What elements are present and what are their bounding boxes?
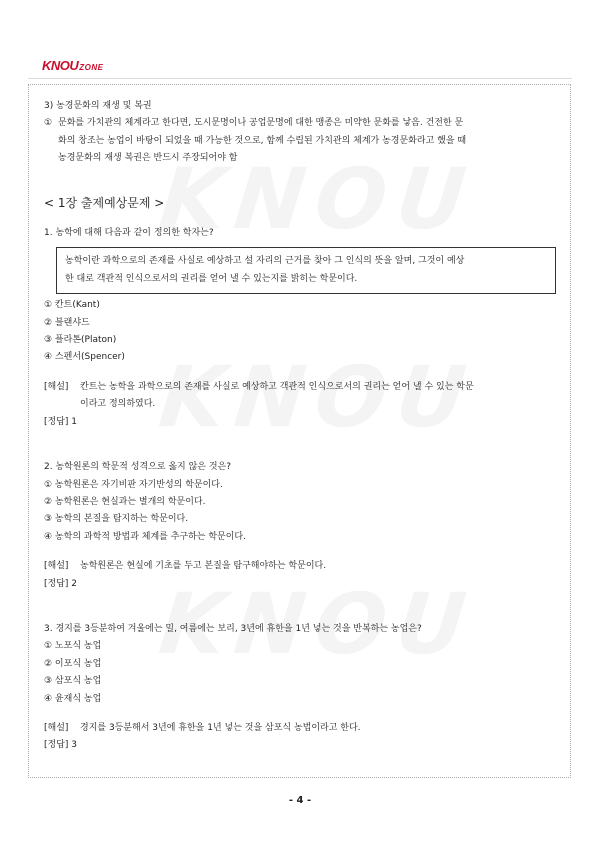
answer: [정답] 3: [44, 740, 77, 751]
explanation: [44, 379, 556, 414]
question-text: 2. 농학원론의 학문적 성격으로 옳지 않은 것은?: [44, 462, 232, 473]
section-item: [44, 115, 556, 167]
option: ③ 농학의 본질을 탐지하는 학문이다.: [44, 514, 189, 525]
section-heading: 3) 농경문화의 재생 및 복권: [44, 101, 152, 111]
question-block: [44, 459, 556, 593]
explanation-line: 이라고 정의하였다.: [80, 399, 156, 410]
item-body: [58, 115, 556, 167]
question-text: 1. 농학에 대해 다음과 같이 정의한 학자는?: [44, 228, 214, 239]
question-text: 3. 경지를 3등분하여 겨울에는 밀, 여름에는 보리, 3년에 휴한을 1년 넣는 것을 반복하는 농업은?: [44, 623, 422, 634]
explanation: [44, 720, 556, 737]
header-rule: [28, 78, 572, 79]
knouzone-logo: [42, 58, 104, 73]
explanation-tag: [해설]: [44, 381, 69, 392]
explanation-line: 농학원론은 현실에 기초를 두고 본질을 탐구해야하는 학문이다.: [80, 561, 327, 572]
option: ③ 삼포식 농업: [44, 676, 102, 687]
page-number: - 4 -: [288, 795, 312, 806]
explanation-line: 칸트는 농학을 과학으로의 존재를 사실로 예상하고 객관적 인식으로서의 권리는 얻어 낼 수 있는 학문: [80, 381, 474, 392]
answer: [정답] 1: [44, 416, 77, 427]
option: ① 농학원론은 자기비판 자기반성의 학문이다.: [44, 479, 223, 490]
explanation-line: 경지를 3등분해서 3년에 휴한을 1년 넣는 것을 삼포식 농법이라고 한다.: [80, 722, 361, 733]
box-line: 한 대로 객관적 인식으로서의 권리를 얻어 낼 수 있는지를 밝히는 학문이다.: [65, 273, 358, 284]
option: ③ 플라톤(Platon): [44, 335, 117, 346]
item-mark: ①: [44, 118, 53, 129]
item-line: 문화를 가치관의 체계라고 한다면, 도시문명이나 공업문명에 대한 맹종은 미약한 문화를 낳음. 건전한 문: [58, 118, 464, 129]
option: ④ 윤재식 농업: [44, 693, 102, 704]
option: ② 블랜샤드: [44, 317, 90, 328]
explanation-tag: [해설]: [44, 722, 69, 733]
logo-main: KNOU: [42, 58, 79, 73]
option: ① 칸트(Kant): [44, 300, 100, 311]
question-block: [44, 621, 556, 755]
option: ④ 스펜서(Spencer): [44, 352, 125, 363]
chapter-title: < 1장 출제예상문제 >: [44, 195, 165, 210]
question-block: [44, 225, 556, 431]
option: ② 이포식 농업: [44, 658, 102, 669]
explanation-tag: [해설]: [44, 561, 69, 572]
explanation: [44, 558, 556, 575]
item-line: 농경문화의 재생 복권은 반드시 주장되어야 함: [58, 153, 238, 164]
option: ② 농학원론은 현실과는 별개의 학문이다.: [44, 496, 206, 507]
answer: [정답] 2: [44, 578, 77, 589]
option: ④ 농학의 과학적 방법과 체계를 추구하는 학문이다.: [44, 531, 246, 542]
definition-box: [56, 247, 556, 294]
option: ① 노포식 농업: [44, 641, 102, 652]
box-line: 농학이란 과학으로의 존재를 사실로 예상하고 설 자리의 근거를 찾아 그 인식의 뜻을 알며, 그것이 예상: [65, 256, 465, 267]
logo-sub: ZONE: [79, 63, 104, 72]
page-content: [44, 98, 556, 755]
item-line: 화의 창조는 농업이 바탕이 되었을 때 가능한 것으로, 함께 수립된 가치관의 체계가 농경문화라고 했을 때: [58, 135, 467, 146]
